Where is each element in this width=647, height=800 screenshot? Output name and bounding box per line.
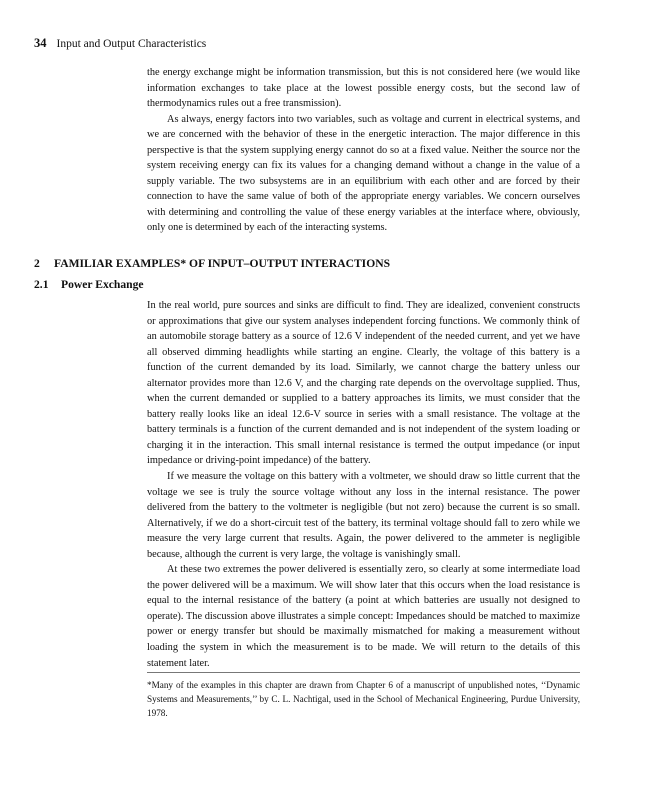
- paragraph: the energy exchange might be information transmission, but this is not considered here (we would like information exchanges to take place at the lowest possible energy costs, but the second law of thermodynamics rules out a free transmission).: [147, 67, 580, 110]
- intro-text: [147, 65, 580, 236]
- paragraph: At these two extremes the power delivered is essentially zero, so clearly at some intermediate load the power delivered will be a maximum. We will show later that this occurs when the load resistance is equal to the internal resistance of the battery (a point at which batteries are usually not designed to operate). The discussion above illustrates a simple concept: Impedances should be matched to maximize power or energy transfer but should be maximally mismatched for making a measurement without loading the system in which the measurement is to be made. We will return to the details of this statement later.: [147, 564, 580, 669]
- subsection-heading: [34, 278, 144, 291]
- running-header: [34, 36, 206, 51]
- footnote: *Many of the examples in this chapter are drawn from Chapter 6 of a manuscript of unpublished notes, ‘‘Dynamic Systems and Measurements,’’ by C. L. Nachtigal, used in the School of Mechanical Engineering, Purdue University, 1978.: [147, 680, 580, 718]
- subsection-title: Power Exchange: [61, 278, 144, 291]
- footnote-divider: [147, 672, 580, 673]
- section-number: 2: [34, 257, 40, 270]
- page-number: 34: [34, 36, 47, 50]
- paragraph: If we measure the voltage on this battery with a voltmeter, we should draw so little current that the voltage we see is truly the source voltage without any loss in the internal resistance. The power delivered from the battery to the voltmeter is negligible (but not zero) because the current is so small. Alternatively, if we do a short-circuit test of the battery, its terminal voltage should fall to zero while we measure the very large current that results. Again, the power delivered to the ammeter is negligible because, although the current is very large, the voltage is vanishingly small.: [147, 471, 580, 560]
- running-title: Input and Output Characteristics: [56, 38, 207, 50]
- subsection-number: 2.1: [34, 278, 49, 291]
- paragraph: In the real world, pure sources and sinks are difficult to find. They are idealized, convenient constructs or approximations that give our system analyses independent forcing functions. We commonly think of an automobile storage battery as a source of 12.6 V independent of the needed current, and yet we have all observed dimming headlights while starting an engine. Clearly, the voltage of this battery is a function of the current demanded by its load. Similarly, we cannot charge the battery unless our alternator provides more than 12.6 V, and the charging rate depends on the overvoltage supplied. Thus, when the current demanded or supplied to a battery approaches its limits, we must consider that the battery really looks like an ideal 12.6-V source in series with a small resistance. The voltage at the battery terminals is a function of the current demanded and is not independent of the system loading or charging it in the interaction. This small internal resistance is termed the output impedance (or input impedance or driving-point impedance) of the battery.: [147, 300, 580, 467]
- section-heading: [34, 257, 390, 270]
- body-text: [147, 298, 580, 671]
- section-title: FAMILIAR EXAMPLES* OF INPUT–OUTPUT INTERACTIONS: [54, 257, 391, 270]
- paragraph: As always, energy factors into two variables, such as voltage and current in electrical systems, and we are concerned with the behavior of these in the energetic interaction. The major difference in this perspective is that the system supplying energy cannot do so at a fixed value. Neither the source nor the system receiving energy can fix its values for a changing demand without a change in the value of a supply variable. The two subsystems are in an equilibrium with each other and are forced by their connection to have the same value of both of the appropriate energy variables. We concern ourselves with determining and controlling the value of these energy variables at the interface where, obviously, only one is determined by each of the interacting systems.: [147, 113, 580, 234]
